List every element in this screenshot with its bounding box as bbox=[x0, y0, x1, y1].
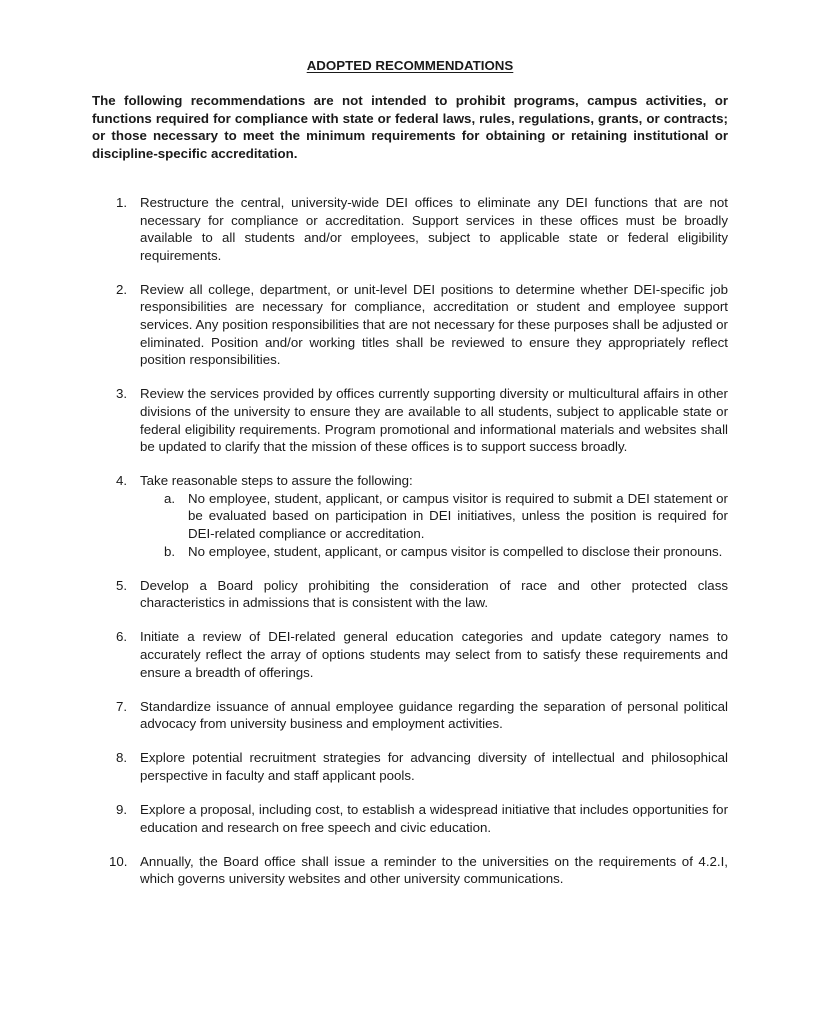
item-text: Restructure the central, university-wide DEI offices to eliminate any DEI functions that are not necessary for compliance or accreditation. Support services in these offices must be broadly available to all students and/or employees, subject to applicable state or federal eligibility requirements. bbox=[140, 195, 728, 263]
item-number: 4. bbox=[116, 473, 128, 489]
list-item bbox=[92, 749, 728, 784]
item-text: Standardize issuance of annual employee guidance regarding the separation of personal political advocacy from university business and employment activities. bbox=[140, 698, 728, 732]
sub-item-text: No employee, student, applicant, or campus visitor is required to submit a DEI statement or be evaluated based on participation in DEI initiatives, unless the position is required for DEI-related compliance or accreditation. bbox=[188, 490, 728, 541]
item-number: 9. bbox=[116, 802, 128, 818]
list-item bbox=[92, 281, 728, 369]
list-item bbox=[92, 801, 728, 836]
list-item bbox=[92, 698, 728, 733]
item-number: 1. bbox=[116, 195, 128, 210]
item-number: 3. bbox=[116, 386, 128, 402]
intro-paragraph: The following recommendations are not intended to prohibit programs, campus activities, or functions required for compliance with state or federal laws, rules, regulations, grants, or contracts; or those necessary to meet the minimum requirements for obtaining or retaining institutional or discipline-specific accreditation. bbox=[92, 93, 728, 161]
sub-list-item bbox=[140, 490, 728, 543]
item-number: 2. bbox=[116, 281, 128, 297]
item-text: Explore a proposal, including cost, to establish a widespread initiative that includes opportunities for education and research on free speech and civic education. bbox=[140, 802, 728, 835]
item-text: Develop a Board policy prohibiting the consideration of race and other protected class characteristics in admissions that is consistent with the law. bbox=[140, 577, 728, 611]
list-item bbox=[92, 853, 728, 888]
item-text: Explore potential recruitment strategies for advancing diversity of intellectual and philosophical perspective in faculty and staff applicant pools. bbox=[140, 750, 728, 783]
item-number: 5. bbox=[116, 577, 128, 593]
item-number: 8. bbox=[116, 750, 128, 766]
item-number: 7. bbox=[116, 698, 128, 714]
item-text: Review the services provided by offices currently supporting diversity or multicultural affairs in other divisions of the university to ensure they are available to all students, subject to applicable state or federal eligibility requirements. Program promotional and informational materials and websites shall be updated to clarify that the mission of these offices is to support success broadly. bbox=[140, 386, 728, 455]
item-number: 10. bbox=[109, 853, 128, 869]
item-text: Review all college, department, or unit-level DEI positions to determine whether DEI-specific job responsibilities are necessary for compliance, accreditation or student and employee support services. Any position responsibilities that are not necessary for these purposes shall be adjusted or eliminated. Position and/or working titles shall be reviewed to ensure they appropriately reflect position responsibilities. bbox=[140, 281, 728, 368]
item-number: 6. bbox=[116, 629, 128, 645]
sub-list bbox=[140, 490, 728, 560]
item-text: Annually, the Board office shall issue a reminder to the universities on the requirements of 4.2.I, which governs university websites and other university communications. bbox=[140, 853, 728, 887]
sub-item-text: No employee, student, applicant, or campus visitor is compelled to disclose their pronouns. bbox=[188, 543, 723, 559]
sub-item-letter: b. bbox=[164, 543, 176, 559]
item-text: Take reasonable steps to assure the following: bbox=[140, 473, 413, 489]
list-item bbox=[92, 472, 728, 560]
recommendations-list bbox=[92, 194, 728, 904]
list-item bbox=[92, 194, 728, 264]
sub-item-letter: a. bbox=[164, 490, 176, 506]
item-text: Initiate a review of DEI-related general education categories and update category names to accurately reflect the array of options students may select from to satisfy these requirements and ensure a breadth of offerings. bbox=[140, 629, 728, 680]
list-item bbox=[92, 628, 728, 681]
page-title: ADOPTED RECOMMENDATIONS bbox=[306, 58, 514, 73]
sub-list-item bbox=[140, 543, 728, 561]
list-item bbox=[92, 385, 728, 455]
list-item bbox=[92, 577, 728, 612]
